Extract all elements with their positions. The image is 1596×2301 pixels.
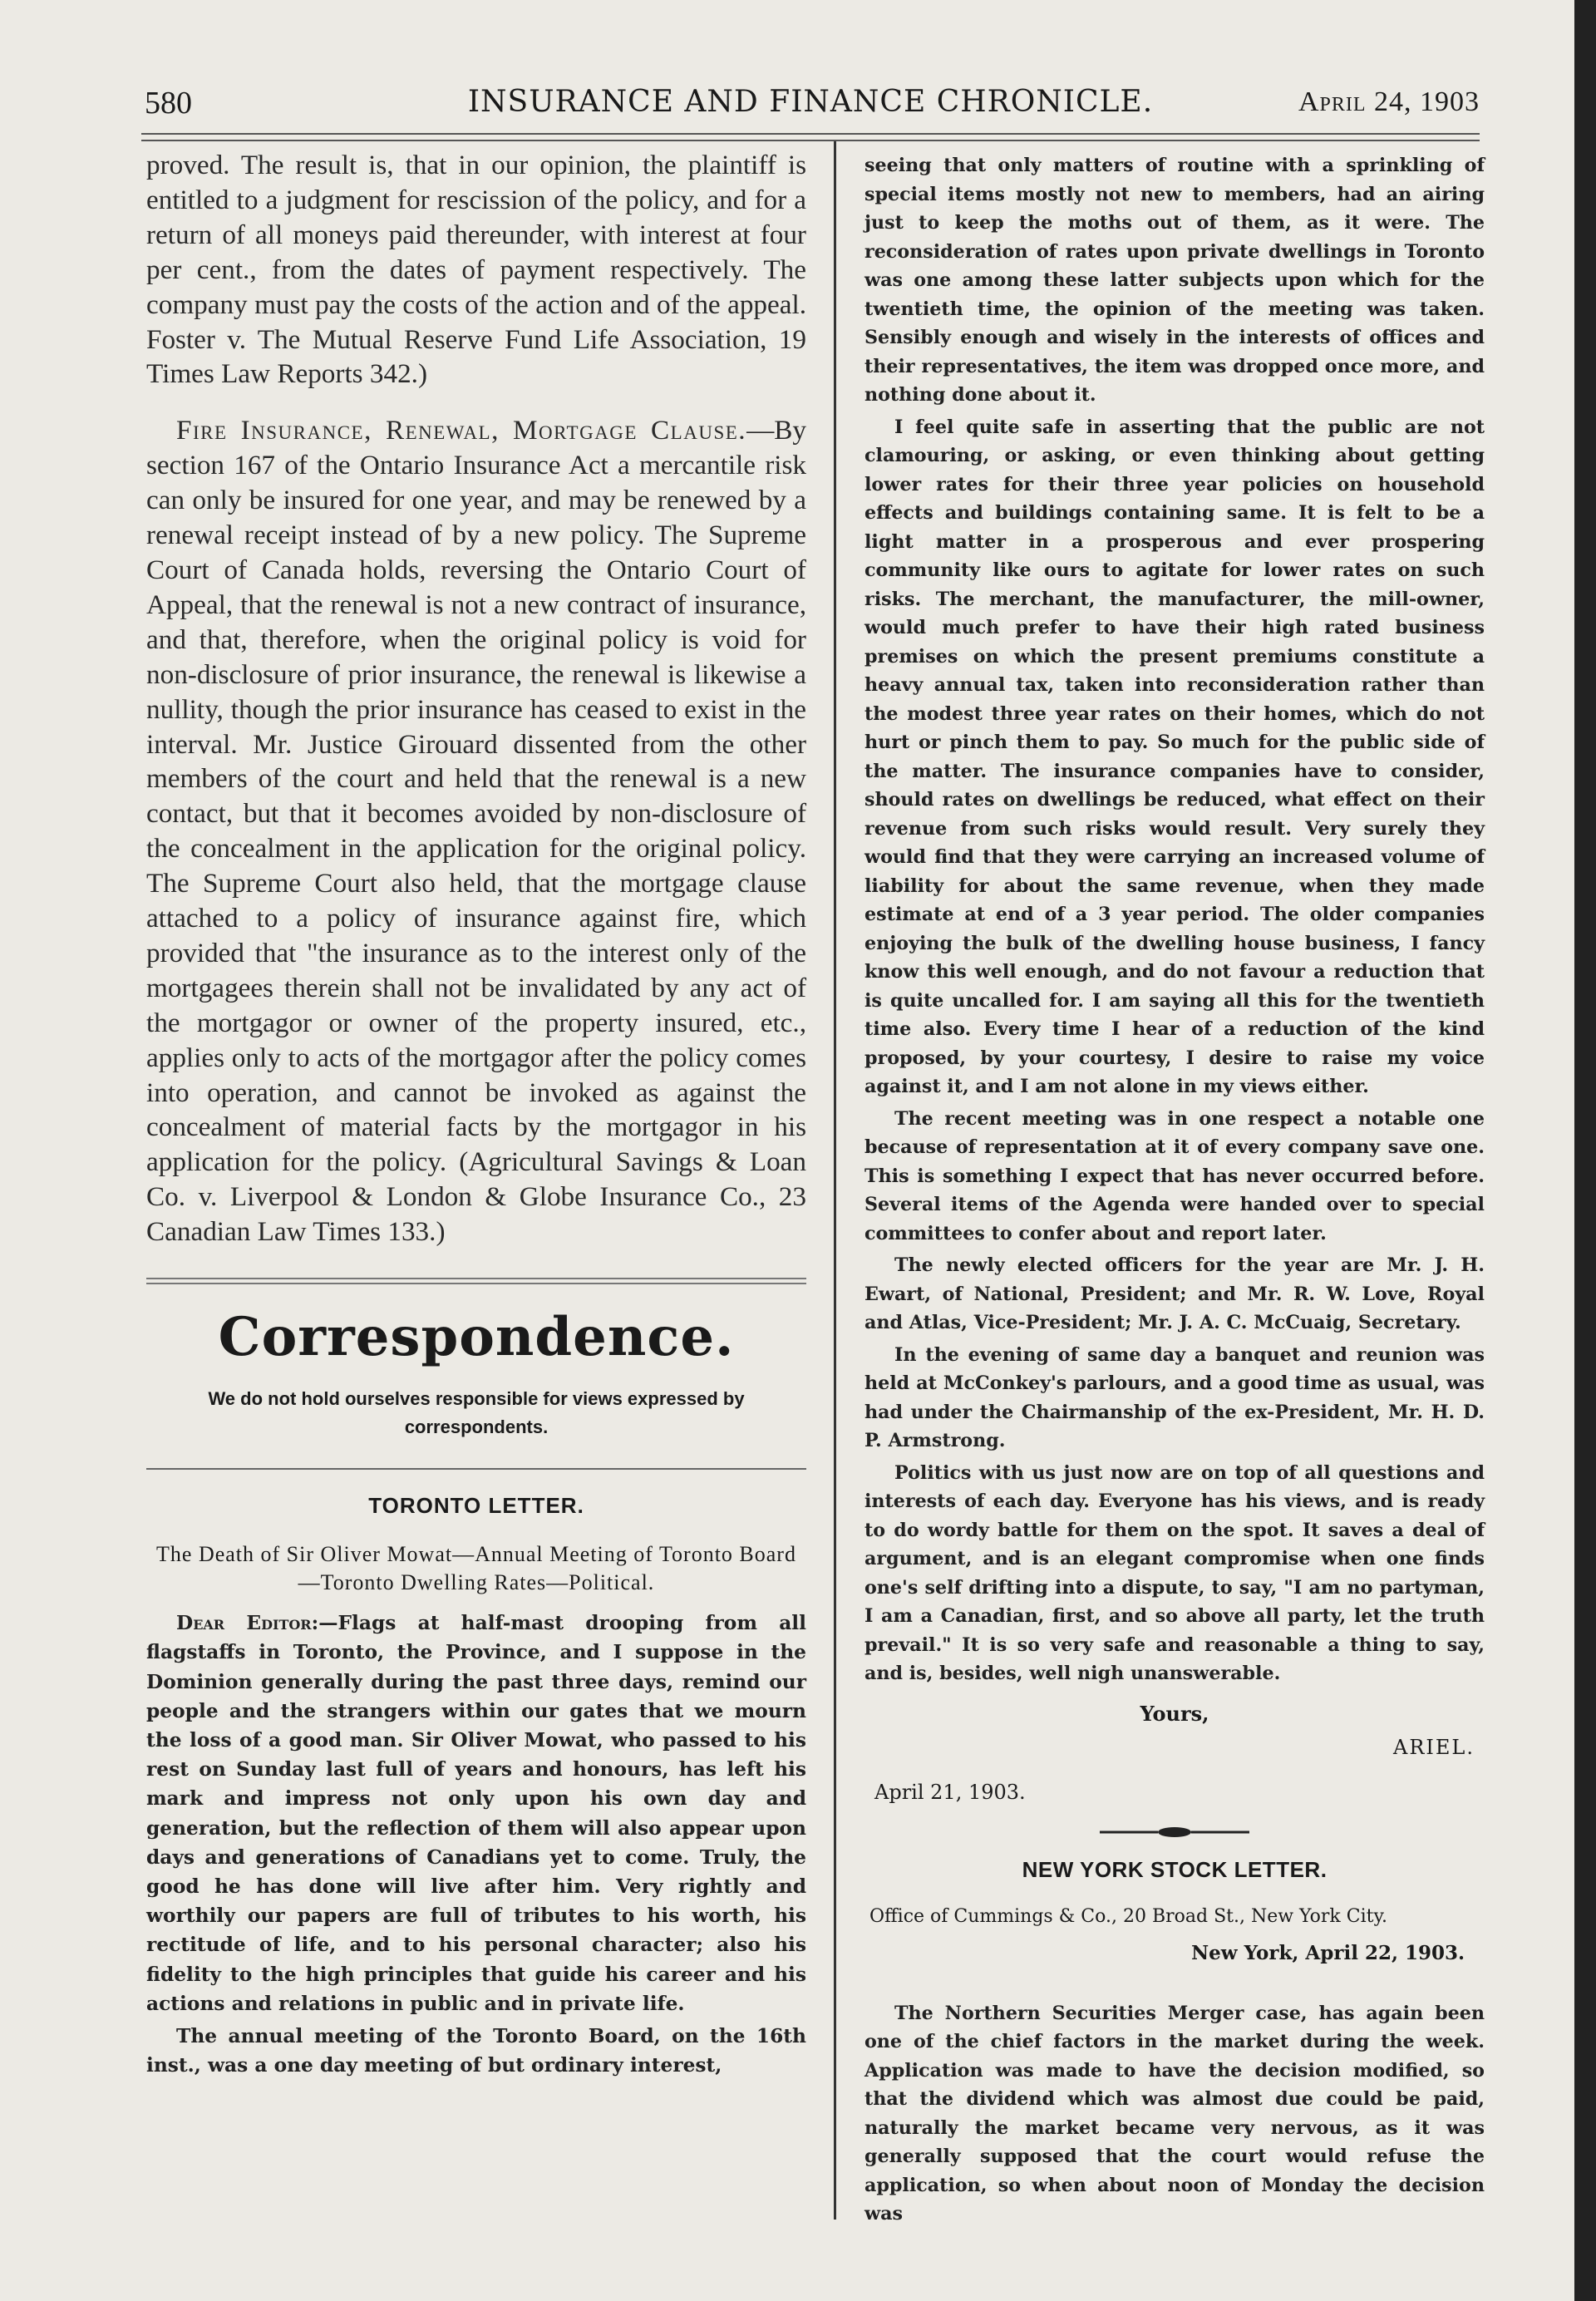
stock-letter-body (864, 1999, 1485, 2229)
right-column (864, 151, 1485, 2229)
correspondence-heading: Correspondence. (218, 1306, 735, 1369)
letter-title: TORONTO LETTER. (368, 1493, 584, 1519)
article-paragraph: proved. The result is, that in our opinion, the plaintiff is entitled to a judgment for rescission of the policy, and for a return of all moneys paid thereunder, with interest at four per cent., from the dates of payment respectively. The company must pay the costs of the action and of the appeal. Foster v. The Mutual Reserve Fund Life Association, 19 Times Law Reports 342.) (146, 150, 806, 390)
salutation: Dear Editor: (176, 1612, 319, 1635)
left-column (146, 148, 806, 2080)
article-paragraph (146, 413, 806, 1249)
letter-paragraph: seeing that only matters of routine with a sprinkling of special items mostly not new to members, had an airing just to keep the moths out of them, as it were. The reconsideration of rates upon private dwellings in Toronto was one among these latter subjects upon which for the twentieth time, the opinion of the meeting was taken. Sensibly enough and wisely in the interests of offices and their representatives, the item was dropped once more, and nothing done about it. (864, 155, 1485, 406)
paragraph-body: —By section 167 of the Ontario Insurance Act a mercantile risk can only be insured for one year, and may be renewed by a renewal receipt instead of by a new policy. The Supreme Court of Canada holds, reversing the Ontario Court of Appeal, that the renewal is not a new contract of insurance, and that, therefore, when the original policy is void for non-disclosure of prior insurance, the renewal is likewise a nullity, though the prior insurance has ceased to exist in the interval. Mr. Justice Girouard dissented from the other members of the court and held that the renewal is a new contact, but that it becomes avoided by non-disclosure of the concealment in the application for the original policy. The Supreme Court also held, that the mortgage clause attached to a policy of insurance against fire, which provided that "the insurance as to the interest only of the mortgagees therein shall not be invalidated by any act of the mortgagor or owner of the property insured, etc., applies only to acts of the mortgagor after the policy comes into operation, and cannot be invoked as against the concealment of material facts by the mortgagor in his application for the policy. (Agricultural Savings & Loan Co. v. Liverpool & London & Globe Insurance Co., 23 Canadian Law Times 133.) (146, 415, 806, 1248)
dateline: New York, April 22, 1903. (1191, 1941, 1465, 1964)
letter-paragraph: I feel quite safe in asserting that the public are not clamouring, or asking, or even thinking about getting lower rates for their three year policies on household effects and buildings containing same. It is felt to be a light matter in a prosperous and ever prospering community like ours to agitate for lower rates on such risks. The merchant, the manufacturer, the mill-owner, would much prefer to have their high rated business premises on which the present premiums constitute a heavy annual tax, taken into reconsideration rather than the modest three year rates on their homes, which do not hurt or pinch them to pay. So much for the public side of the matter. The insurance companies have to consider, should rates on dwellings be reduced, what effect on their revenue from such risks would result. Very surely they would find that they were carrying an increased volume of liability for about the same revenue, when they made estimate at end of a 3 year period. The older companies enjoying the bulk of the dwelling house business, I fancy know this well enough, and do not favour a reduction that is quite uncalled for. I am saying all this for the twentieth time also. Every time I hear of a reduction of the kind proposed, by your courtesy, I desire to raise my voice against it, and I am not alone in my views either. (864, 416, 1485, 1097)
ornament-divider-icon (864, 1824, 1485, 1840)
section-rule (146, 1278, 806, 1284)
letter-closing: Yours, (1140, 1701, 1209, 1726)
issue-date: April 24, 1903 (1298, 86, 1480, 117)
letter-signature: ARIEL. (1393, 1735, 1475, 1759)
letter-paragraph: The annual meeting of the Toronto Board, on the 16th inst., was a one day meeting of but ordinary interest, (146, 2024, 806, 2077)
letter-body (146, 1609, 806, 2080)
letter-continuation (864, 151, 1485, 1688)
stock-letter-title: NEW YORK STOCK LETTER. (1022, 1856, 1328, 1882)
letter-paragraph: The newly elected officers for the year are Mr. J. H. Ewart, of National, President; and Mr. R. W. Love, Royal and Atlas, Vice-President; Mr. J. A. C. McCuaig, Secretary. (864, 1254, 1485, 1333)
paragraph-lead-heading: Fire Insurance, Renewal, Mortgage Clause. (176, 415, 747, 446)
page-header (141, 80, 1480, 130)
office-line: Office of Cummings & Co., 20 Broad St., New York City. (869, 1905, 1387, 1927)
paragraph-body: —Flags at half-mast drooping from all flagstaffs in Toronto, the Province, and I suppose in the Dominion generally during the past three days, remind our people and the strangers within our gates that we mourn the loss of a good man. Sir Oliver Mowat, who passed to his rest on Sunday last full of years and honours, has left his mark and impress not only upon his own day and generation, but the reflection of them will also appear upon days and generations of Canadians yet to come. Truly, the good he has done will live after him. Very rightly and worthily our papers are full of tributes to his worth, his rectitude of life, and to his personal character; also his fidelity to the high principles that guide his career and his actions and relations in public and in private life. (146, 1612, 806, 2015)
disclaimer-note: We do not hold ourselves responsible for views expressed by correspondents. (208, 1388, 745, 1438)
publication-title: INSURANCE AND FINANCE CHRONICLE. (467, 85, 1154, 119)
header-rule (141, 133, 1480, 141)
page-edge-shadow (1574, 0, 1596, 2301)
letter-paragraph: Politics with us just now are on top of all questions and interests of each day. Everyone has his views, and is ready to do wordy battle for them on the spot. It saves a deal of argument, and is an elegant compromise when one finds one's self drifting into a dispute, to say, "I am no partyman, I am a Canadian, first, and so above all party, let the truth prevail." It is so very safe and reasonable a thing to say, and is, besides, well nigh unanswerable. (864, 1461, 1485, 1684)
letter-date: April 21, 1903. (874, 1780, 1026, 1804)
letter-subtitle: The Death of Sir Oliver Mowat—Annual Meeting of Toronto Board—Toronto Dwelling Rates—Political. (156, 1542, 796, 1595)
letter-paragraph (146, 1609, 806, 2018)
section-rule (146, 1468, 806, 1470)
column-divider (834, 141, 836, 2220)
page-number: 580 (145, 86, 192, 121)
stock-letter-paragraph: The Northern Securities Merger case, has again been one of the chief factors in the market during the week. Application was made to have the decision modified, so that the dividend which was almost due could be paid, naturally the market became very nervous, as it was generally supposed that the court would refuse the application, so when about noon of Monday the decision was (864, 2002, 1485, 2225)
letter-paragraph: The recent meeting was in one respect a notable one because of representation at it of every company save one. This is something I expect that has never occurred before. Several items of the Agenda were handed over to special committees to confer about and report later. (864, 1107, 1485, 1244)
letter-paragraph: In the evening of same day a banquet and reunion was held at McConkey's parlours, and a good time as usual, was had under the Chairmanship of the ex-President, Mr. H. D. P. Armstrong. (864, 1343, 1485, 1451)
